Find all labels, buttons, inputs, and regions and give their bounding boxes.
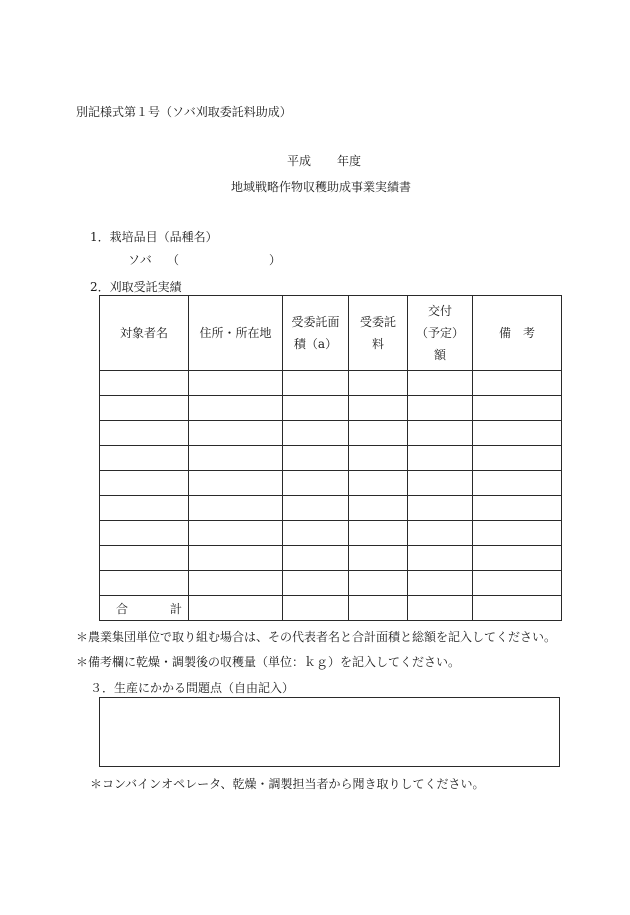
cell-target-name[interactable] xyxy=(100,571,189,596)
cell-area[interactable] xyxy=(283,496,349,521)
header-grant-line2: （予定） xyxy=(415,326,464,340)
form-label: 別記様式第１号（ソバ刈取委託料助成） xyxy=(76,105,292,119)
cell-address[interactable] xyxy=(189,521,283,546)
cell-grant-amount[interactable] xyxy=(408,446,473,471)
variety-paren-close: ） xyxy=(269,253,282,267)
cell-fee[interactable] xyxy=(349,421,408,446)
cell-fee[interactable] xyxy=(349,521,408,546)
document-title: 地域戦略作物収穫助成事業実績書 xyxy=(231,180,412,194)
cell-remarks[interactable] xyxy=(473,521,562,546)
header-grant-line1: 交付 xyxy=(427,304,452,318)
cell-target-name[interactable] xyxy=(100,471,189,496)
header-area-line1: 受委託面 xyxy=(291,315,340,329)
cell-grant-amount[interactable] xyxy=(408,571,473,596)
cell-area[interactable] xyxy=(283,521,349,546)
header-area-line2: 積（a） xyxy=(293,337,338,351)
cell-fee[interactable] xyxy=(349,571,408,596)
header-fee-line1: 受委託 xyxy=(359,315,396,329)
table-row xyxy=(100,446,562,471)
harvest-record-table xyxy=(99,295,562,621)
cell-area[interactable] xyxy=(283,471,349,496)
total-remarks[interactable] xyxy=(473,596,562,621)
cell-grant-amount[interactable] xyxy=(408,496,473,521)
total-label xyxy=(100,596,189,621)
note-remarks-yield: ＊備考欄に乾燥・調製後の収穫量（単位：ｋｇ）を記入してください。 xyxy=(76,655,461,669)
note-interview-operators: ＊コンバインオペレータ、乾燥・調製担当者から聞き取りしてください。 xyxy=(90,777,485,791)
cell-target-name[interactable] xyxy=(100,496,189,521)
table-row xyxy=(100,571,562,596)
cell-address[interactable] xyxy=(189,546,283,571)
cell-target-name[interactable] xyxy=(100,421,189,446)
cell-remarks[interactable] xyxy=(473,571,562,596)
crop-name: ソバ xyxy=(128,253,152,267)
header-fee xyxy=(349,296,408,371)
header-grant-amount xyxy=(408,296,473,371)
header-address: 住所・所在地 xyxy=(189,296,283,371)
problems-free-entry-box[interactable] xyxy=(99,697,560,767)
fiscal-year-suffix: 年度 xyxy=(337,154,362,168)
cell-remarks[interactable] xyxy=(473,421,562,446)
total-label-second: 計 xyxy=(170,601,183,616)
cell-address[interactable] xyxy=(189,396,283,421)
cell-area[interactable] xyxy=(283,571,349,596)
total-label-first: 合 xyxy=(116,601,129,616)
cell-grant-amount[interactable] xyxy=(408,521,473,546)
cell-target-name[interactable] xyxy=(100,371,189,396)
cell-target-name[interactable] xyxy=(100,446,189,471)
cell-remarks[interactable] xyxy=(473,396,562,421)
cell-address[interactable] xyxy=(189,446,283,471)
table-row xyxy=(100,396,562,421)
cell-fee[interactable] xyxy=(349,396,408,421)
header-grant-line3: 額 xyxy=(433,348,446,362)
note-group-representative: ＊農業集団単位で取り組む場合は、その代表者名と合計面積と総額を記入してください。 xyxy=(76,630,557,644)
header-target-name: 対象者名 xyxy=(100,296,189,371)
table-header-row xyxy=(100,296,562,371)
table-row xyxy=(100,471,562,496)
section3-heading: ３．生産にかかる問題点（自由記入） xyxy=(90,681,295,695)
cell-grant-amount[interactable] xyxy=(408,546,473,571)
section2-heading: 2．刈取受託実績 xyxy=(90,280,182,294)
table-row xyxy=(100,371,562,396)
cell-fee[interactable] xyxy=(349,471,408,496)
total-area[interactable] xyxy=(283,596,349,621)
table-row xyxy=(100,496,562,521)
cell-area[interactable] xyxy=(283,371,349,396)
table-total-row xyxy=(100,596,562,621)
cell-grant-amount[interactable] xyxy=(408,371,473,396)
cell-grant-amount[interactable] xyxy=(408,421,473,446)
crop-line xyxy=(128,251,281,268)
header-area xyxy=(283,296,349,371)
cell-grant-amount[interactable] xyxy=(408,396,473,421)
cell-address[interactable] xyxy=(189,496,283,521)
cell-remarks[interactable] xyxy=(473,446,562,471)
cell-fee[interactable] xyxy=(349,446,408,471)
total-fee[interactable] xyxy=(349,596,408,621)
cell-target-name[interactable] xyxy=(100,546,189,571)
cell-area[interactable] xyxy=(283,446,349,471)
total-grant-amount[interactable] xyxy=(408,596,473,621)
cell-remarks[interactable] xyxy=(473,471,562,496)
cell-address[interactable] xyxy=(189,471,283,496)
cell-area[interactable] xyxy=(283,546,349,571)
cell-area[interactable] xyxy=(283,421,349,446)
header-fee-line2: 料 xyxy=(371,337,384,351)
cell-area[interactable] xyxy=(283,396,349,421)
header-remarks: 備 考 xyxy=(473,296,562,371)
cell-target-name[interactable] xyxy=(100,396,189,421)
cell-grant-amount[interactable] xyxy=(408,471,473,496)
table-row xyxy=(100,521,562,546)
fiscal-year-line xyxy=(287,152,361,169)
table-row xyxy=(100,546,562,571)
section1-heading: 1．栽培品目（品種名） xyxy=(90,230,218,244)
table-row xyxy=(100,421,562,446)
cell-fee[interactable] xyxy=(349,496,408,521)
cell-target-name[interactable] xyxy=(100,521,189,546)
cell-fee[interactable] xyxy=(349,371,408,396)
cell-fee[interactable] xyxy=(349,546,408,571)
total-address[interactable] xyxy=(189,596,283,621)
cell-address[interactable] xyxy=(189,371,283,396)
variety-paren-open: （ xyxy=(167,253,180,267)
era-label: 平成 xyxy=(287,154,312,168)
cell-remarks[interactable] xyxy=(473,496,562,521)
cell-address[interactable] xyxy=(189,421,283,446)
cell-address[interactable] xyxy=(189,571,283,596)
cell-remarks[interactable] xyxy=(473,371,562,396)
cell-remarks[interactable] xyxy=(473,546,562,571)
